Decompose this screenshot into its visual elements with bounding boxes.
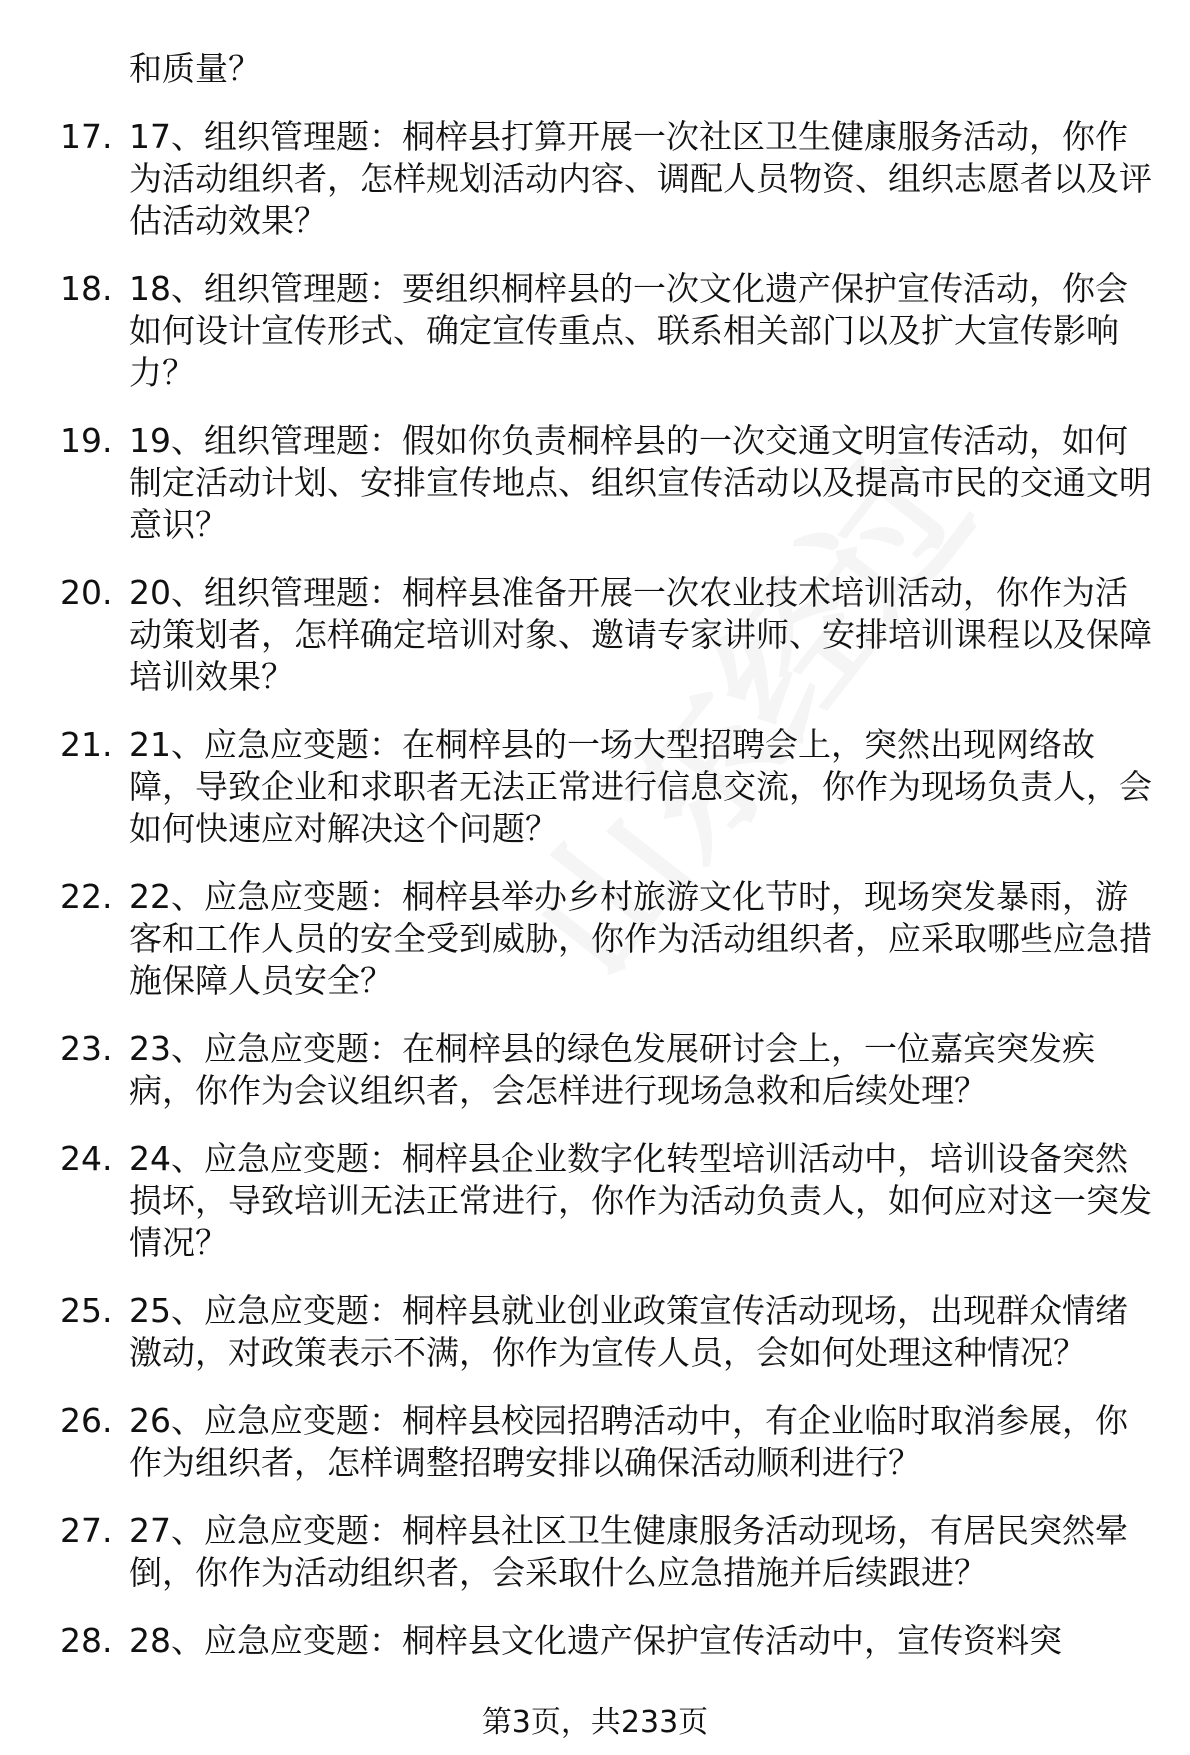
item-text: 27、应急应变题：桐梓县社区卫生健康服务活动现场，有居民突然晕倒，你作为活动组织者，会采取什么应急措施并后续跟进？ [129, 1511, 1128, 1592]
item-number: 27. [60, 1511, 113, 1550]
list-item [0, 268, 1190, 394]
item-text: 28、应急应变题：桐梓县文化遗产保护宣传活动中，宣传资料突 [129, 1621, 1062, 1660]
item-text: 19、组织管理题：假如你负责桐梓县的一次交通文明宣传活动，如何制定活动计划、安排宣传地点、组织宣传活动以及提高市民的交通文明意识？ [129, 421, 1152, 544]
item-text: 26、应急应变题：桐梓县校园招聘活动中，有企业临时取消参展，你作为组织者，怎样调整招聘安排以确保活动顺利进行？ [129, 1401, 1128, 1482]
item-text: 22、应急应变题：桐梓县举办乡村旅游文化节时，现场突发暴雨，游客和工作人员的安全受到威胁，你作为活动组织者，应采取哪些应急措施保障人员安全？ [129, 877, 1152, 1000]
list-item [0, 876, 1190, 1002]
item-number: 18. [60, 269, 113, 308]
item-text: 17、组织管理题：桐梓县打算开展一次社区卫生健康服务活动，你作为活动组织者，怎样规划活动内容、调配人员物资、组织志愿者以及评估活动效果？ [129, 117, 1152, 240]
item-text: 21、应急应变题：在桐梓县的一场大型招聘会上，突然出现网络故障，导致企业和求职者无法正常进行信息交流，你作为现场负责人，会如何快速应对解决这个问题？ [129, 725, 1152, 848]
items-container [0, 116, 1190, 1662]
list-item [0, 1510, 1190, 1594]
list-item [0, 1290, 1190, 1374]
item-number: 25. [60, 1291, 113, 1330]
item-text: 23、应急应变题：在桐梓县的绿色发展研讨会上，一位嘉宾突发疾病，你作为会议组织者，会怎样进行现场急救和后续处理？ [129, 1029, 1095, 1110]
list-item [0, 116, 1190, 242]
item-number: 26. [60, 1401, 113, 1440]
item-text: 25、应急应变题：桐梓县就业创业政策宣传活动现场，出现群众情绪激动，对政策表示不满，你作为宣传人员，会如何处理这种情况？ [129, 1291, 1128, 1372]
list-item [0, 1138, 1190, 1264]
list-item [0, 420, 1190, 546]
item-text: 20、组织管理题：桐梓县准备开展一次农业技术培训活动，你作为活动策划者，怎样确定培训对象、邀请专家讲师、安排培训课程以及保障培训效果？ [129, 573, 1152, 696]
list-item [0, 1400, 1190, 1484]
item-number: 17. [60, 117, 113, 156]
item-number: 23. [60, 1029, 113, 1068]
list-item [0, 1028, 1190, 1112]
item-number: 21. [60, 725, 113, 764]
continuation-text: 和质量？ [129, 49, 261, 88]
item-text: 18、组织管理题：要组织桐梓县的一次文化遗产保护宣传活动，你会如何设计宣传形式、确定宣传重点、联系相关部门以及扩大宣传影响力？ [129, 269, 1128, 392]
item-text: 24、应急应变题：桐梓县企业数字化转型培训活动中，培训设备突然损坏，导致培训无法正常进行，你作为活动负责人，如何应对这一突发情况？ [129, 1139, 1152, 1262]
page-footer: 第3页，共233页 [481, 1705, 709, 1740]
item-number: 22. [60, 877, 113, 916]
list-item [0, 572, 1190, 698]
list-item [0, 724, 1190, 850]
list-item [0, 1620, 1190, 1662]
question-list [0, 48, 1190, 1662]
item-number: 24. [60, 1139, 113, 1178]
item-number: 20. [60, 573, 113, 612]
item-number: 19. [60, 421, 113, 460]
item-number: 28. [60, 1621, 113, 1660]
